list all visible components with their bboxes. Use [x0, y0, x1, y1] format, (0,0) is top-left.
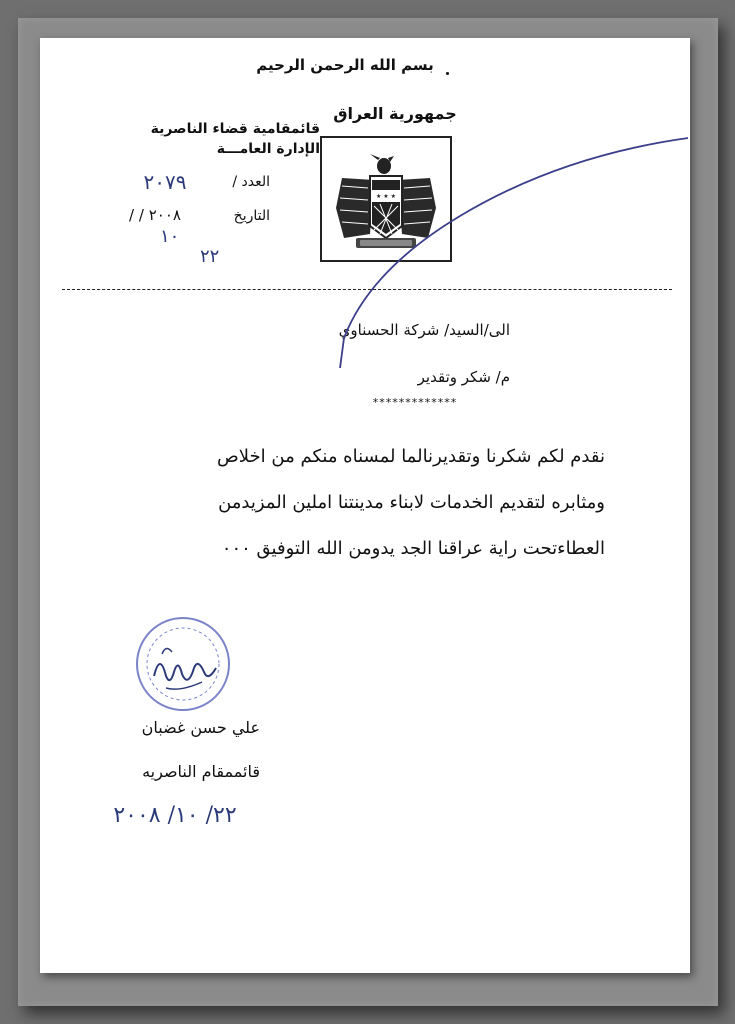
stars-separator: *************: [372, 396, 458, 409]
handwritten-day: ١٠: [160, 226, 180, 247]
bismillah: بسم الله الرحمن الرحيم: [256, 56, 434, 74]
office-department: الإدارة العامـــة: [216, 141, 320, 157]
body-line-1: نقدم لكم شكرنا وتقديرنالما لمسناه منكم من اخلاص: [217, 446, 605, 467]
handwritten-note: ٢٢: [200, 246, 220, 267]
number-label: العدد /: [232, 174, 270, 190]
signer-name: علي حسن غضبان: [141, 718, 260, 737]
body-line-2: ومثابره لتقديم الخدمات لابناء مدينتنا املين المزيدمن: [218, 492, 605, 513]
office-name: قائمقامية قضاء الناصرية: [150, 121, 320, 137]
date-label: التاريخ: [233, 208, 270, 224]
date-value: / / ٢٠٠٨: [129, 206, 181, 224]
body-line-3: العطاءتحت راية عراقنا الجد يدومن الله التوفيق ٠٠٠: [221, 538, 605, 559]
letter-page: [40, 38, 690, 973]
number-value: ٢٠٧٩: [143, 170, 187, 194]
subject-line: م/ شكر وتقدير: [417, 368, 510, 386]
svg-text:★ ★ ★: ★ ★ ★: [376, 193, 396, 200]
republic-heading: جمهورية العراق: [333, 104, 457, 123]
recipient-line: الى/السيد/ شركة الحسناوي: [338, 321, 510, 339]
handwritten-date: ٢٢/ ١٠/ ٢٠٠٨: [113, 803, 237, 828]
signer-title: قائممقام الناصريه: [142, 762, 260, 781]
pen-stroke-icon: [40, 38, 690, 973]
